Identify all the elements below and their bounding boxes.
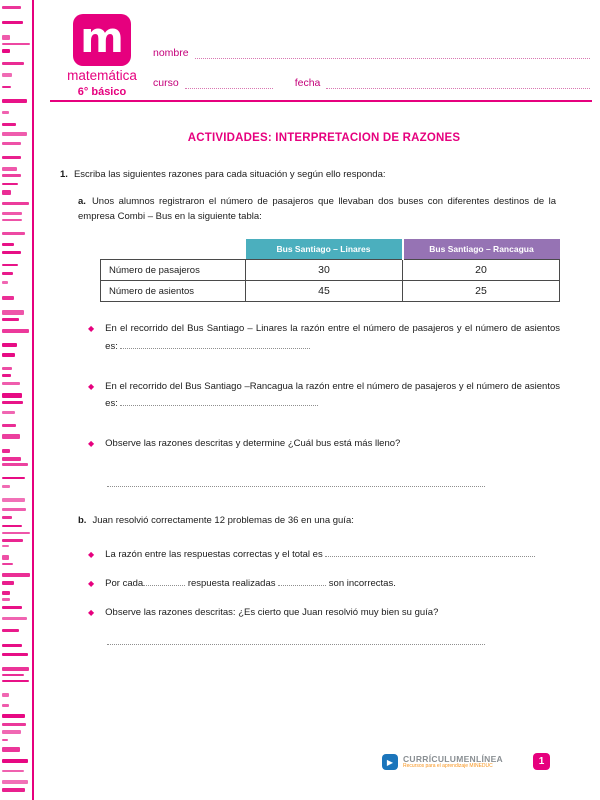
spine-dash	[2, 730, 21, 733]
date-write-line	[326, 76, 590, 89]
page-title: ACTIVIDADES: INTERPRETACION DE RAZONES	[187, 132, 461, 144]
part-a-statement	[60, 194, 556, 224]
spine-dash	[2, 6, 21, 9]
bullet-text: Por cada respuesta realizadas son incorrectas.	[105, 577, 396, 589]
spine-dash	[2, 555, 9, 559]
publisher-logo	[382, 754, 503, 770]
spine-dash	[2, 35, 10, 39]
spine-dash	[2, 329, 29, 333]
spine-dash	[2, 674, 24, 676]
spine-dash	[2, 591, 10, 595]
empty-corner-cell	[101, 239, 246, 260]
spine-dash	[2, 680, 29, 682]
worksheet-body	[60, 102, 588, 665]
spine-dash	[2, 202, 29, 205]
spine-dash	[2, 310, 24, 314]
spine-dash	[2, 573, 30, 577]
spine-dash	[2, 190, 11, 194]
spine-dash	[2, 156, 21, 159]
answer-write-line	[107, 632, 485, 645]
publisher-subtext: Recursos para el aprendizaje MINEDUC	[402, 762, 493, 769]
spine-dash	[2, 525, 22, 527]
spine-dash	[2, 281, 8, 284]
bullet-item	[88, 575, 560, 593]
spine-dash	[2, 367, 12, 370]
spine-dash	[2, 739, 8, 741]
spine-dash	[2, 382, 20, 385]
spine-dash	[2, 667, 29, 671]
row-label-cell: Número de pasajeros	[101, 260, 246, 281]
course-date-row	[153, 76, 590, 89]
spine-dash	[2, 374, 11, 378]
diamond-bullet-icon: ◆	[88, 550, 95, 560]
spine-dash	[2, 174, 21, 177]
write-in-blank	[143, 576, 185, 586]
spine-dash	[2, 49, 10, 53]
table-body	[101, 260, 560, 302]
table-row	[101, 281, 560, 302]
part-a-text: Unos alumnos registraron el número de pasajeros que llevaban dos buses con diferentes destinos de la empresa Combi – Bus en la siguiente tabla:	[78, 196, 556, 223]
diamond-bullet-icon: ◆	[88, 324, 95, 334]
notebook-edge-decoration	[0, 0, 34, 800]
spine-dash	[2, 598, 10, 601]
part-b-label: b.	[78, 515, 87, 527]
diamond-bullet-icon: ◆	[88, 607, 95, 617]
spine-dash	[2, 264, 18, 266]
spine-dash	[2, 788, 25, 792]
spine-dash	[2, 167, 17, 170]
column-header-linares: Bus Santiago – Linares	[246, 239, 403, 260]
spine-dash	[2, 644, 22, 648]
spine-dash	[2, 629, 19, 632]
spine-dash	[2, 43, 30, 45]
spine-dash	[2, 272, 13, 275]
spine-dash	[2, 449, 10, 452]
student-fields	[153, 46, 590, 106]
bullet-item	[88, 435, 560, 453]
write-in-blank	[278, 576, 326, 586]
spine-dash	[2, 463, 28, 466]
spine-dash	[2, 516, 12, 519]
page-number-badge: 1	[533, 753, 550, 770]
spine-dash	[2, 73, 12, 77]
bullet-text: La razón entre las respuestas correctas y el total es	[105, 546, 560, 564]
row-label-cell: Número de asientos	[101, 281, 246, 302]
spine-dash	[2, 393, 22, 397]
part-b-text: Juan resolvió correctamente 12 problemas de 36 en una guía:	[92, 515, 354, 527]
name-field-row	[153, 46, 590, 59]
part-b-statement	[60, 513, 556, 528]
spine-dash	[2, 123, 16, 126]
spine-dash	[2, 219, 22, 221]
bus-ratio-table	[100, 239, 560, 302]
name-label: nombre	[153, 47, 189, 59]
exercise-1-prompt	[60, 169, 588, 180]
spine-dash	[2, 62, 24, 64]
spine-dash	[2, 251, 21, 253]
spine-dash	[2, 693, 9, 696]
bullet-item	[88, 604, 560, 622]
spine-dash	[2, 411, 15, 415]
part-b-bullets	[88, 546, 560, 645]
bullet-item	[88, 378, 560, 413]
spine-dash	[2, 457, 21, 461]
spine-dash	[2, 111, 9, 114]
spine-dash	[2, 780, 28, 784]
answer-write-line	[107, 474, 485, 487]
course-write-line	[185, 76, 273, 89]
header	[50, 12, 592, 100]
publisher-name: CURRÍCULUMENLÍNEA	[402, 753, 503, 764]
spine-dash	[2, 508, 26, 511]
spine-dash	[2, 243, 14, 246]
exercise-number: 1.	[60, 169, 68, 180]
part-a-label: a.	[78, 196, 86, 207]
spine-dash	[2, 477, 25, 479]
date-label: fecha	[294, 77, 321, 89]
value-cell: 45	[246, 281, 403, 302]
value-cell: 20	[403, 260, 560, 281]
table-row	[101, 260, 560, 281]
bullet-text: Observe las razones descritas: ¿Es cierto que Juan resolvió muy bien su guía?	[105, 606, 439, 618]
logo-block	[52, 14, 152, 98]
spine-dash	[2, 545, 9, 547]
bullet-item	[88, 320, 560, 355]
spine-dash	[2, 424, 16, 427]
spine-dash	[2, 232, 25, 235]
bullet-text: En el recorrido del Bus Santiago – Linares la razón entre el número de pasajeros y el número de asientos es:	[105, 323, 560, 352]
bullet-text: Observe las razones descritas y determine ¿Cuál bus está más lleno?	[105, 437, 401, 449]
spine-dash	[2, 704, 9, 707]
column-header-rancagua: Bus Santiago – Rancagua	[403, 239, 560, 260]
diamond-bullet-icon: ◆	[88, 438, 95, 448]
spine-dash	[2, 434, 20, 438]
spine-dash	[2, 132, 27, 135]
value-cell: 25	[403, 281, 560, 302]
spine-dash	[2, 142, 21, 145]
spine-dash	[2, 212, 22, 216]
spine-dash	[2, 581, 14, 585]
value-cell: 30	[246, 260, 403, 281]
spine-dash	[2, 617, 27, 620]
write-in-blank	[120, 396, 318, 406]
spine-dash	[2, 563, 13, 566]
spine-dash	[2, 401, 23, 403]
part-a-bullets	[88, 320, 560, 487]
spine-dash	[2, 606, 22, 609]
spine-dash	[2, 714, 25, 718]
spine-dash	[2, 723, 26, 726]
course-label: curso	[153, 77, 179, 89]
spine-dash	[2, 498, 25, 501]
spine-dash	[2, 99, 27, 103]
write-in-blank	[120, 339, 310, 349]
page-footer	[0, 750, 600, 770]
spine-dash	[2, 539, 23, 542]
spine-dash	[2, 770, 24, 772]
spine-dash	[2, 318, 19, 321]
grade-label: 6° básico	[77, 86, 127, 98]
spine-dash	[2, 21, 23, 24]
diamond-bullet-icon: ◆	[88, 578, 95, 588]
margin-line	[32, 0, 34, 800]
spine-dash	[2, 485, 10, 488]
spine-dash	[2, 86, 11, 88]
bullet-text: En el recorrido del Bus Santiago –Rancagua la razón entre el número de pasajeros y el número de asientos es:	[105, 380, 560, 410]
spine-dash	[2, 353, 15, 357]
spine-dash	[2, 532, 30, 534]
play-icon: ▶	[382, 754, 398, 770]
bullet-item	[88, 546, 560, 564]
table-header-row	[101, 239, 560, 260]
spine-dash	[2, 343, 17, 346]
spine-dash	[2, 183, 18, 185]
spine-dash	[2, 653, 28, 656]
matematica-logo: m	[73, 14, 131, 66]
publisher-text	[403, 755, 503, 770]
name-write-line	[195, 46, 590, 59]
diamond-bullet-icon: ◆	[88, 381, 95, 391]
spine-dash	[2, 296, 14, 299]
exercise-prompt-text: Escriba las siguientes razones para cada situación y según ello responda:	[73, 169, 386, 180]
write-in-blank	[325, 547, 535, 557]
brand-label: matemática	[67, 68, 137, 83]
